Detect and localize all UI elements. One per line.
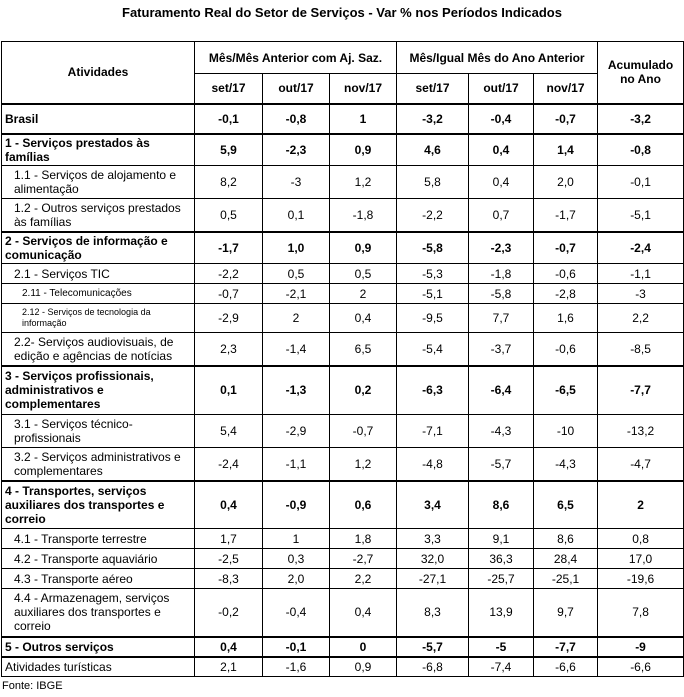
activity-label: 3 - Serviços profissionais, administrativos e complementares	[2, 366, 195, 415]
value-cell: -13,2	[598, 415, 684, 448]
table-row	[2, 415, 684, 448]
value-cell: 0,8	[598, 529, 684, 549]
value-cell: -5,7	[469, 448, 534, 481]
value-cell: -3,7	[469, 333, 534, 366]
value-cell: 3,4	[397, 481, 469, 529]
table-row	[2, 232, 684, 264]
value-cell: -6,3	[397, 366, 469, 415]
value-cell: -2,1	[263, 284, 330, 304]
activity-label: Brasil	[2, 104, 195, 134]
value-cell: -4,3	[534, 448, 598, 481]
activity-label: 1 - Serviços prestados às famílias	[2, 134, 195, 166]
value-cell: 2,0	[534, 166, 598, 199]
value-cell: -9	[598, 637, 684, 657]
value-cell: 2	[598, 481, 684, 529]
value-cell: -0,8	[598, 134, 684, 166]
value-cell: 2,1	[195, 657, 263, 677]
value-cell: -5	[469, 637, 534, 657]
header-month: nov/17	[330, 74, 397, 104]
activity-label: 5 - Outros serviços	[2, 637, 195, 657]
value-cell: 0,4	[195, 637, 263, 657]
table-row	[2, 134, 684, 166]
value-cell: 0,2	[330, 366, 397, 415]
value-cell: -5,8	[397, 232, 469, 264]
value-cell: -0,4	[263, 589, 330, 637]
value-cell: -0,7	[534, 232, 598, 264]
value-cell: -2,5	[195, 549, 263, 569]
value-cell: 1,6	[534, 304, 598, 333]
value-cell: -0,1	[195, 104, 263, 134]
activity-label: 2.12 - Serviços de tecnologia da informação	[2, 304, 195, 333]
value-cell: 0	[330, 637, 397, 657]
activity-label: 4.2 - Transporte aquaviário	[2, 549, 195, 569]
value-cell: -2,8	[534, 284, 598, 304]
value-cell: -2,2	[397, 199, 469, 232]
value-cell: -6,8	[397, 657, 469, 677]
value-cell: 0,4	[330, 589, 397, 637]
value-cell: -2,4	[195, 448, 263, 481]
value-cell: 0,9	[330, 134, 397, 166]
table-row	[2, 333, 684, 366]
activity-label: 3.2 - Serviços administrativos e complementares	[2, 448, 195, 481]
value-cell: -5,7	[397, 637, 469, 657]
value-cell: -2,4	[598, 232, 684, 264]
table-row	[2, 264, 684, 284]
table-row	[2, 366, 684, 415]
value-cell: -5,4	[397, 333, 469, 366]
value-cell: -6,6	[534, 657, 598, 677]
value-cell: -1,8	[469, 264, 534, 284]
activity-label: 2.11 - Telecomunicações	[2, 284, 195, 304]
value-cell: 0,5	[330, 264, 397, 284]
value-cell: -25,1	[534, 569, 598, 589]
value-cell: -2,3	[263, 134, 330, 166]
value-cell: -3	[598, 284, 684, 304]
value-cell: -5,8	[469, 284, 534, 304]
table-row	[2, 284, 684, 304]
value-cell: -2,9	[195, 304, 263, 333]
activity-label: 4.1 - Transporte terrestre	[2, 529, 195, 549]
value-cell: 0,6	[330, 481, 397, 529]
value-cell: 1	[330, 104, 397, 134]
value-cell: -1,7	[195, 232, 263, 264]
value-cell: 0,7	[469, 199, 534, 232]
value-cell: 2,3	[195, 333, 263, 366]
value-cell: -3	[263, 166, 330, 199]
header-month: out/17	[263, 74, 330, 104]
value-cell: -0,2	[195, 589, 263, 637]
value-cell: 3,3	[397, 529, 469, 549]
table-row	[2, 529, 684, 549]
table-row	[2, 104, 684, 134]
value-cell: 13,9	[469, 589, 534, 637]
value-cell: -4,8	[397, 448, 469, 481]
value-cell: -0,1	[598, 166, 684, 199]
value-cell: -2,7	[330, 549, 397, 569]
value-cell: 2,2	[598, 304, 684, 333]
value-cell: 1,2	[330, 166, 397, 199]
header-month: out/17	[469, 74, 534, 104]
activity-label: 1.1 - Serviços de alojamento e alimentação	[2, 166, 195, 199]
value-cell: 6,5	[330, 333, 397, 366]
value-cell: -1,1	[263, 448, 330, 481]
value-cell: -7,7	[598, 366, 684, 415]
value-cell: 8,2	[195, 166, 263, 199]
table-row	[2, 657, 684, 677]
value-cell: -0,1	[263, 637, 330, 657]
value-cell: -1,3	[263, 366, 330, 415]
activity-label: 2.1 - Serviços TIC	[2, 264, 195, 284]
value-cell: 8,3	[397, 589, 469, 637]
value-cell: 0,4	[195, 481, 263, 529]
value-cell: 1,7	[195, 529, 263, 549]
value-cell: 0,3	[263, 549, 330, 569]
value-cell: 9,7	[534, 589, 598, 637]
value-cell: -1,4	[263, 333, 330, 366]
value-cell: 5,9	[195, 134, 263, 166]
activity-label: 3.1 - Serviços técnico-profissionais	[2, 415, 195, 448]
header-month: set/17	[397, 74, 469, 104]
value-cell: -0,9	[263, 481, 330, 529]
value-cell: 36,3	[469, 549, 534, 569]
value-cell: -2,9	[263, 415, 330, 448]
table-row	[2, 637, 684, 657]
value-cell: 0,5	[195, 199, 263, 232]
value-cell: 9,1	[469, 529, 534, 549]
table-title: Faturamento Real do Setor de Serviços - Var % nos Períodos Indicados	[122, 5, 562, 20]
value-cell: 0,5	[263, 264, 330, 284]
value-cell: -0,7	[195, 284, 263, 304]
value-cell: -0,6	[534, 333, 598, 366]
value-cell: 17,0	[598, 549, 684, 569]
value-cell: 5,8	[397, 166, 469, 199]
header-month: set/17	[195, 74, 263, 104]
table-row	[2, 569, 684, 589]
value-cell: -5,1	[397, 284, 469, 304]
value-cell: 32,0	[397, 549, 469, 569]
header-year-over-year: Mês/Igual Mês do Ano Anterior	[397, 42, 598, 74]
value-cell: 5,4	[195, 415, 263, 448]
value-cell: -4,3	[469, 415, 534, 448]
value-cell: 4,6	[397, 134, 469, 166]
value-cell: 1,4	[534, 134, 598, 166]
value-cell: 7,7	[469, 304, 534, 333]
header-acumulado: Acumulado no Ano	[598, 42, 684, 104]
table-row	[2, 448, 684, 481]
value-cell: 2,0	[263, 569, 330, 589]
activity-label: 4.4 - Armazenagem, serviços auxiliares dos transportes e correio	[2, 589, 195, 637]
table-row	[2, 199, 684, 232]
value-cell: 1	[263, 529, 330, 549]
value-cell: -0,7	[330, 415, 397, 448]
table-row	[2, 589, 684, 637]
activity-label: 2 - Serviços de informação e comunicação	[2, 232, 195, 264]
value-cell: -27,1	[397, 569, 469, 589]
activity-label: 2.2- Serviços audiovisuais, de edição e agências de notícias	[2, 333, 195, 366]
value-cell: -1,8	[330, 199, 397, 232]
value-cell: 1,2	[330, 448, 397, 481]
value-cell: -8,5	[598, 333, 684, 366]
value-cell: 0,1	[195, 366, 263, 415]
value-cell: -10	[534, 415, 598, 448]
value-cell: -0,7	[534, 104, 598, 134]
table-row	[2, 166, 684, 199]
value-cell: -1,6	[263, 657, 330, 677]
value-cell: 1,8	[330, 529, 397, 549]
value-cell: 0,1	[263, 199, 330, 232]
value-cell: -8,3	[195, 569, 263, 589]
value-cell: -25,7	[469, 569, 534, 589]
value-cell: -7,7	[534, 637, 598, 657]
value-cell: -3,2	[397, 104, 469, 134]
value-cell: -0,8	[263, 104, 330, 134]
table-row	[2, 304, 684, 333]
value-cell: 6,5	[534, 481, 598, 529]
value-cell: -7,1	[397, 415, 469, 448]
value-cell: 7,8	[598, 589, 684, 637]
value-cell: -4,7	[598, 448, 684, 481]
value-cell: -7,4	[469, 657, 534, 677]
value-cell: 28,4	[534, 549, 598, 569]
value-cell: -9,5	[397, 304, 469, 333]
activity-label: 1.2 - Outros serviços prestados às famílias	[2, 199, 195, 232]
source-note: Fonte: IBGE	[2, 680, 63, 692]
value-cell: -6,6	[598, 657, 684, 677]
value-cell: -5,1	[598, 199, 684, 232]
value-cell: -1,7	[534, 199, 598, 232]
header-month: nov/17	[534, 74, 598, 104]
header-month-over-month: Mês/Mês Anterior com Aj. Saz.	[195, 42, 397, 74]
header-atividades: Atividades	[2, 42, 195, 104]
table-row	[2, 481, 684, 529]
activity-label: 4.3 - Transporte aéreo	[2, 569, 195, 589]
value-cell: 0,9	[330, 232, 397, 264]
value-cell: -0,4	[469, 104, 534, 134]
value-cell: 8,6	[534, 529, 598, 549]
value-cell: 0,4	[469, 166, 534, 199]
value-cell: -5,3	[397, 264, 469, 284]
value-cell: -6,4	[469, 366, 534, 415]
value-cell: -0,6	[534, 264, 598, 284]
services-revenue-table	[1, 41, 684, 677]
value-cell: 8,6	[469, 481, 534, 529]
value-cell: 2	[263, 304, 330, 333]
value-cell: -19,6	[598, 569, 684, 589]
activity-label: Atividades turísticas	[2, 657, 195, 677]
value-cell: 1,0	[263, 232, 330, 264]
value-cell: 0,9	[330, 657, 397, 677]
table-row	[2, 549, 684, 569]
value-cell: -1,1	[598, 264, 684, 284]
value-cell: 0,4	[330, 304, 397, 333]
value-cell: 0,4	[469, 134, 534, 166]
value-cell: -6,5	[534, 366, 598, 415]
value-cell: -3,2	[598, 104, 684, 134]
value-cell: 2,2	[330, 569, 397, 589]
value-cell: -2,2	[195, 264, 263, 284]
value-cell: 2	[330, 284, 397, 304]
activity-label: 4 - Transportes, serviços auxiliares dos transportes e correio	[2, 481, 195, 529]
value-cell: -2,3	[469, 232, 534, 264]
